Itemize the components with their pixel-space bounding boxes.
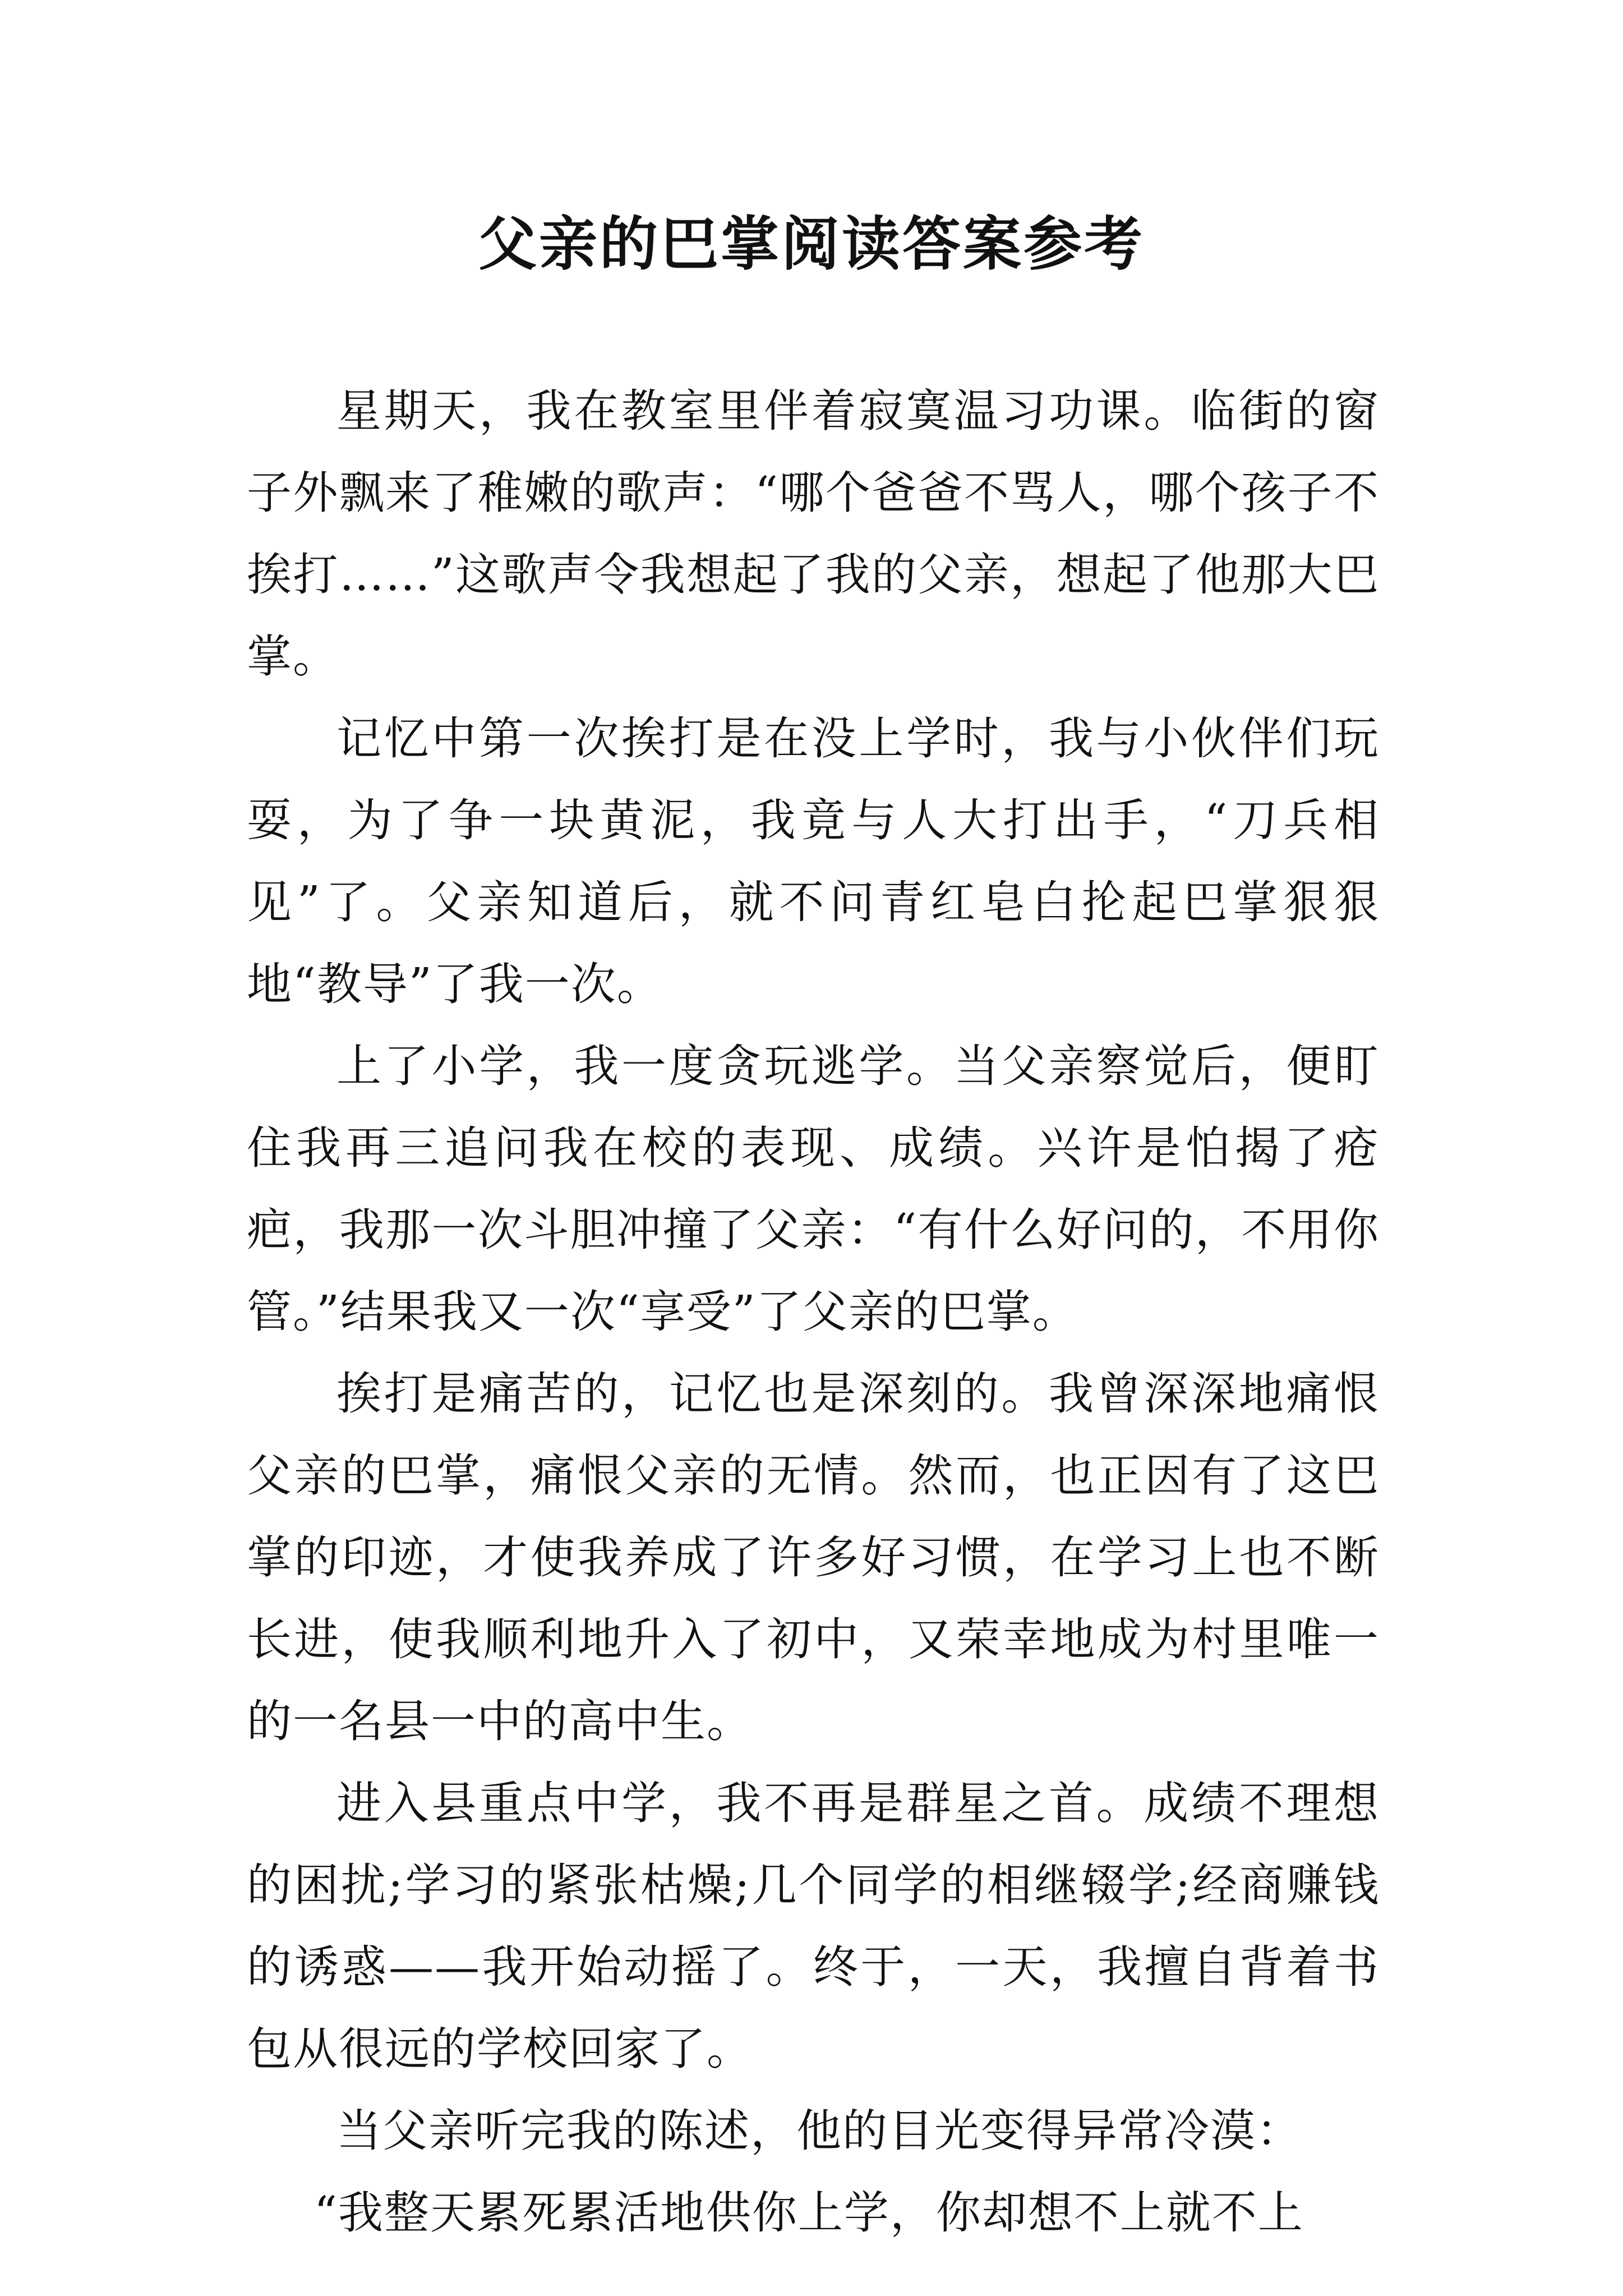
paragraph: 当父亲听完我的陈述，他的目光变得异常冷漠： <box>336 2105 1302 2157</box>
paragraph: 上了小学，我一度贪玩逃学。当父亲察觉后，便盯住我再三追问我在校的表现、成绩。兴许是怕揭了疮疤，我那一次斗胆冲撞了父亲：“有什么好问的，不用你管。”结果我又一次“享受”了父亲的巴掌。 <box>247 1040 1380 1338</box>
document-body <box>247 370 1380 2254</box>
paragraph: 记忆中第一次挨打是在没上学时，我与小伙伴们玩耍，为了争一块黄泥，我竟与人大打出手，“刀兵相见”了。父亲知道后，就不问青红皂白抡起巴掌狠狠地“教导”了我一次。 <box>247 712 1380 1010</box>
document-title: 父亲的巴掌阅读答案参考 <box>478 210 1145 278</box>
paragraph: 挨打是痛苦的，记忆也是深刻的。我曾深深地痛恨父亲的巴掌，痛恨父亲的无情。然而，也正因有了这巴掌的印迹，才使我养成了许多好习惯，在学习上也不断长进，使我顺利地升入了初中，又荣幸地成为村里唯一的一名县一中的高中生。 <box>247 1368 1380 1747</box>
paragraph: 进入县重点中学，我不再是群星之首。成绩不理想的困扰;学习的紧张枯燥;几个同学的相继辍学;经商赚钱的诱惑——我开始动摇了。终于，一天，我擅自背着书包从很远的学校回家了。 <box>247 1777 1380 2075</box>
paragraph: 星期天，我在教室里伴着寂寞温习功课。临街的窗子外飘来了稚嫩的歌声：“哪个爸爸不骂人，哪个孩子不挨打……”这歌声令我想起了我的父亲，想起了他那大巴掌。 <box>247 385 1380 683</box>
paragraph: “我整天累死累活地供你上学，你却想不上就不上 <box>314 2187 1304 2239</box>
